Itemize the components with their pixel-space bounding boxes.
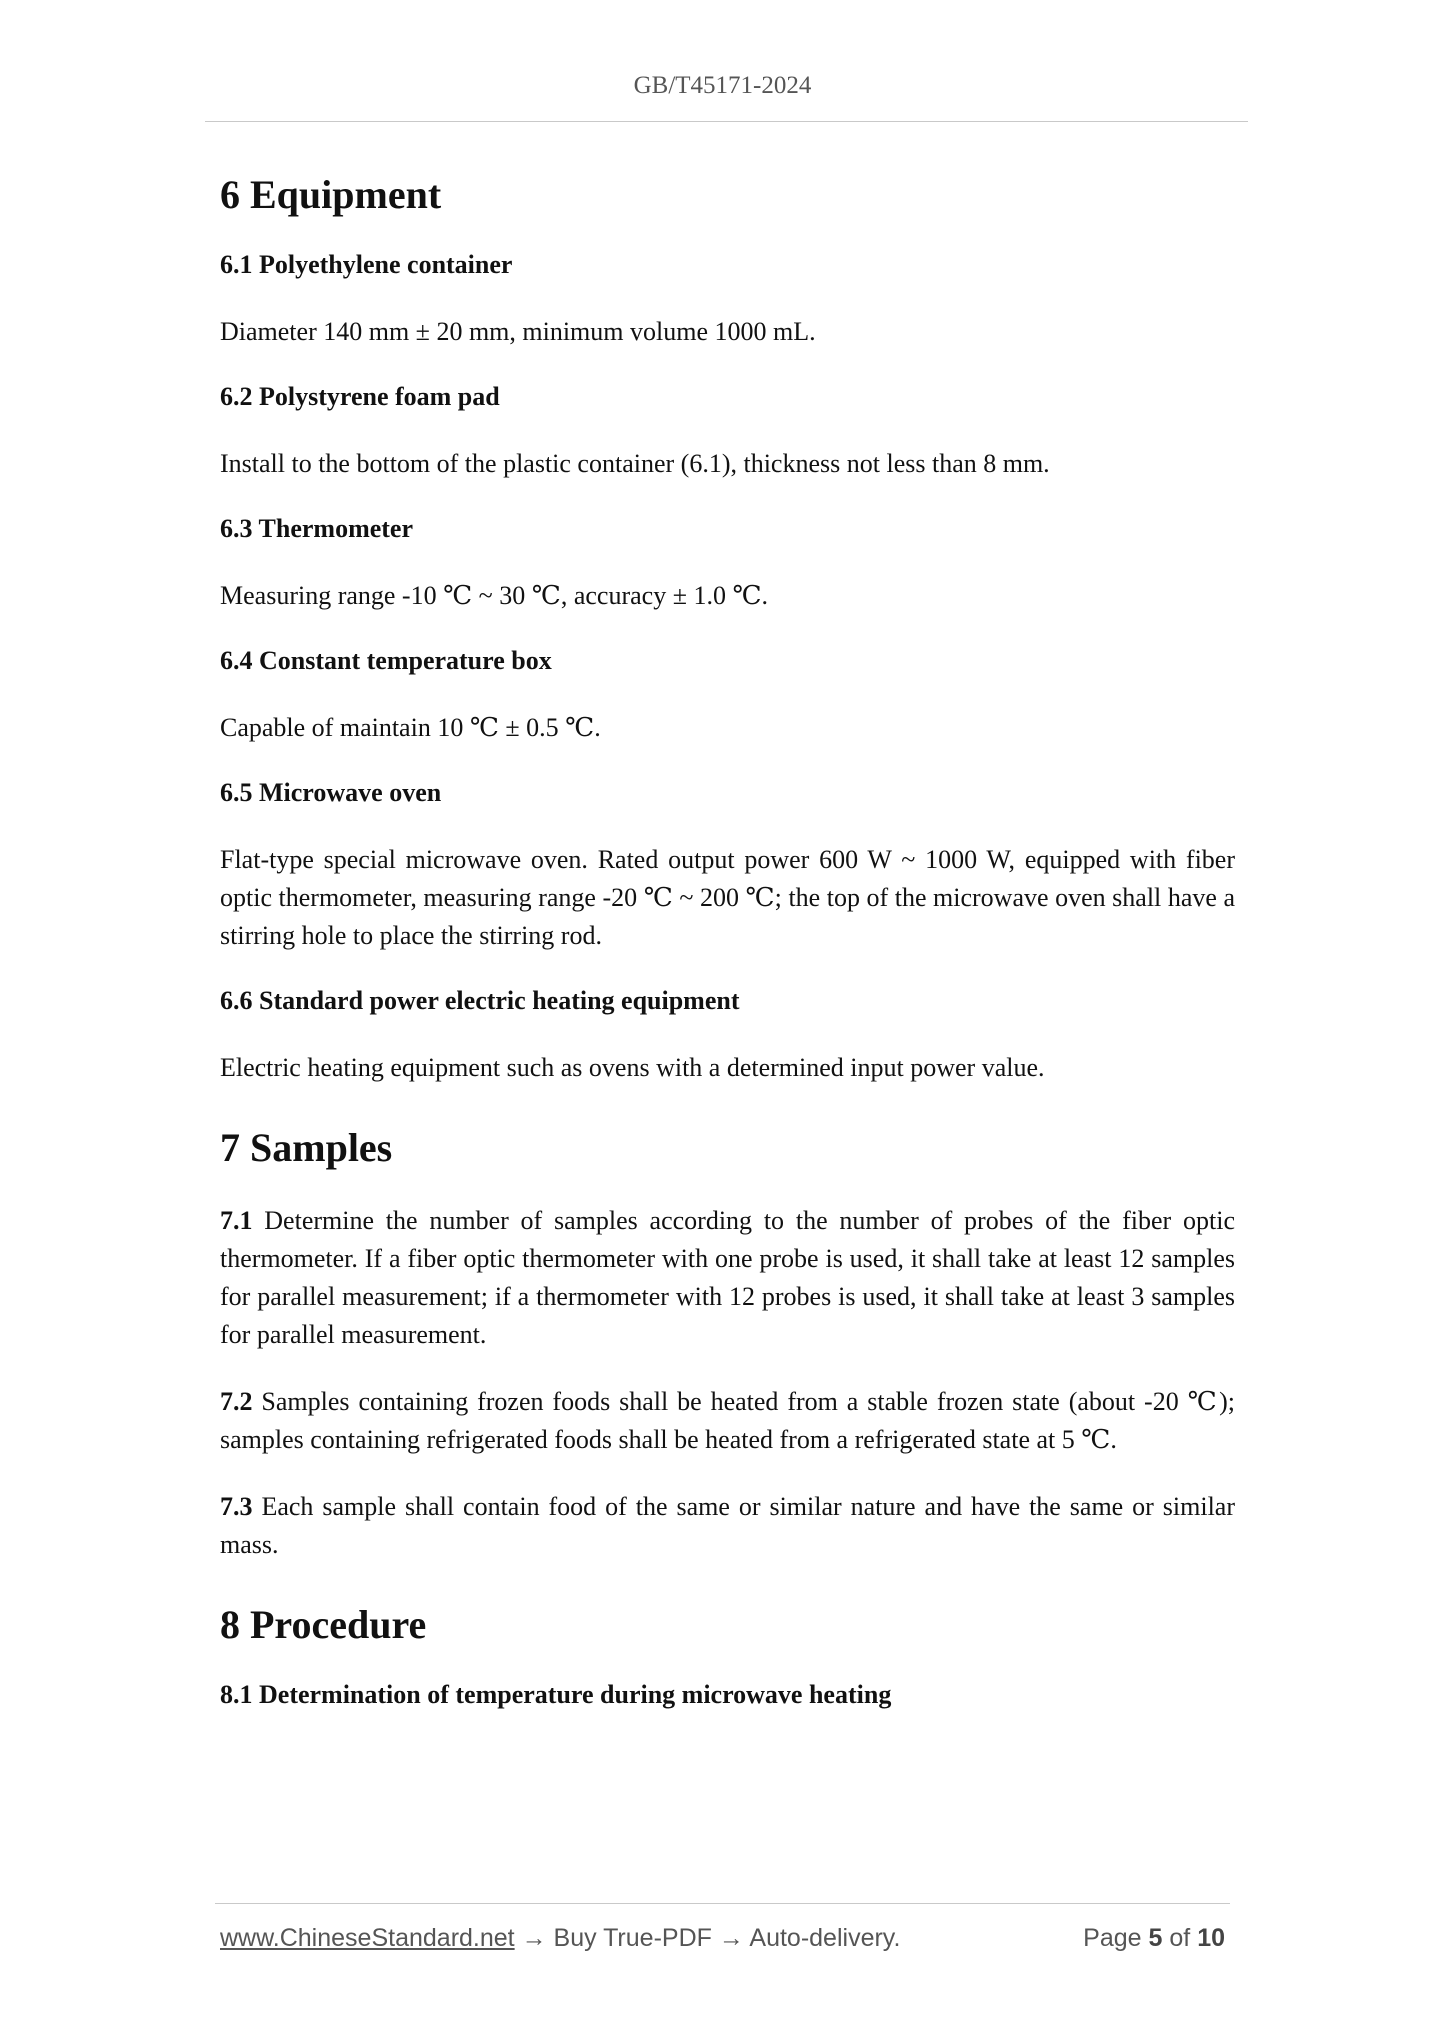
website-link[interactable]: www.ChineseStandard.net [220, 1924, 515, 1952]
clause-7-2 [220, 1383, 1235, 1459]
page-content [220, 168, 1235, 1713]
clause-7-2-text: Samples containing frozen foods shall be heated from a stable frozen state (about -20 ℃); samples containing refrigerated foods shall be heated from a refrigerated state at 5 ℃. [220, 1387, 1235, 1454]
clause-6-6-text: Electric heating equipment such as ovens with a determined input power value. [220, 1053, 1045, 1082]
clause-8-1-heading: 8.1 Determination of temperature during microwave heating [220, 1680, 892, 1709]
page-label: Page [1083, 1924, 1142, 1952]
clause-6-5-heading: 6.5 Microwave oven [220, 778, 442, 807]
clause-6-2-text: Install to the bottom of the plastic container (6.1), thickness not less than 8 mm. [220, 449, 1050, 478]
document-id-header: GB/T45171-2024 [633, 72, 812, 99]
clause-6-6-heading: 6.6 Standard power electric heating equipment [220, 986, 740, 1015]
clause-6-4-heading: 6.4 Constant temperature box [220, 646, 552, 675]
page-of-label: of [1169, 1924, 1191, 1952]
clause-6-3-heading: 6.3 Thermometer [220, 514, 414, 543]
section-8-title: 8 Procedure [220, 1602, 427, 1647]
clause-6-2-heading: 6.2 Polystyrene foam pad [220, 382, 500, 411]
clause-7-1-text: Determine the number of samples according to the number of probes of the fiber optic thermometer. If a fiber optic thermometer with one probe is used, it shall take at least 12 samples for parallel measurement; if a thermometer with 12 probes is used, it shall take at least 3 samples for parallel measurement. [220, 1206, 1235, 1349]
current-page-number: 5 [1148, 1924, 1163, 1952]
page-footer [220, 1924, 1225, 1960]
footer-tagline: → Buy True-PDF → Auto-delivery. [514, 1924, 901, 1952]
clause-7-1-number: 7.1 [220, 1206, 253, 1235]
clause-7-3-text: Each sample shall contain food of the same or similar nature and have the same or similar mass. [220, 1492, 1235, 1559]
clause-6-5-text: Flat-type special microwave oven. Rated output power 600 W ~ 1000 W, equipped with fiber optic thermometer, measuring range -20 ℃ ~ 200 ℃; the top of the microwave oven shall have a stirring hole to place the stirring rod. [220, 845, 1235, 950]
header-divider [205, 121, 1248, 122]
clause-7-2-number: 7.2 [220, 1387, 253, 1416]
clause-7-3-number: 7.3 [220, 1492, 253, 1521]
clause-6-3-text: Measuring range -10 ℃ ~ 30 ℃, accuracy ± 1.0 ℃. [220, 581, 769, 610]
section-7-title: 7 Samples [220, 1125, 393, 1170]
clause-6-4-text: Capable of maintain 10 ℃ ± 0.5 ℃. [220, 713, 601, 742]
section-6-title: 6 Equipment [220, 172, 442, 217]
clause-7-3 [220, 1488, 1235, 1564]
clause-6-1-text: Diameter 140 mm ± 20 mm, minimum volume 1000 mL. [220, 317, 816, 346]
footer-divider [215, 1903, 1230, 1904]
footer-promo [220, 1924, 900, 1953]
page-indicator [1083, 1924, 1225, 1953]
total-pages-number: 10 [1197, 1924, 1225, 1952]
clause-7-1 [220, 1202, 1235, 1354]
clause-6-1-heading: 6.1 Polyethylene container [220, 250, 513, 279]
